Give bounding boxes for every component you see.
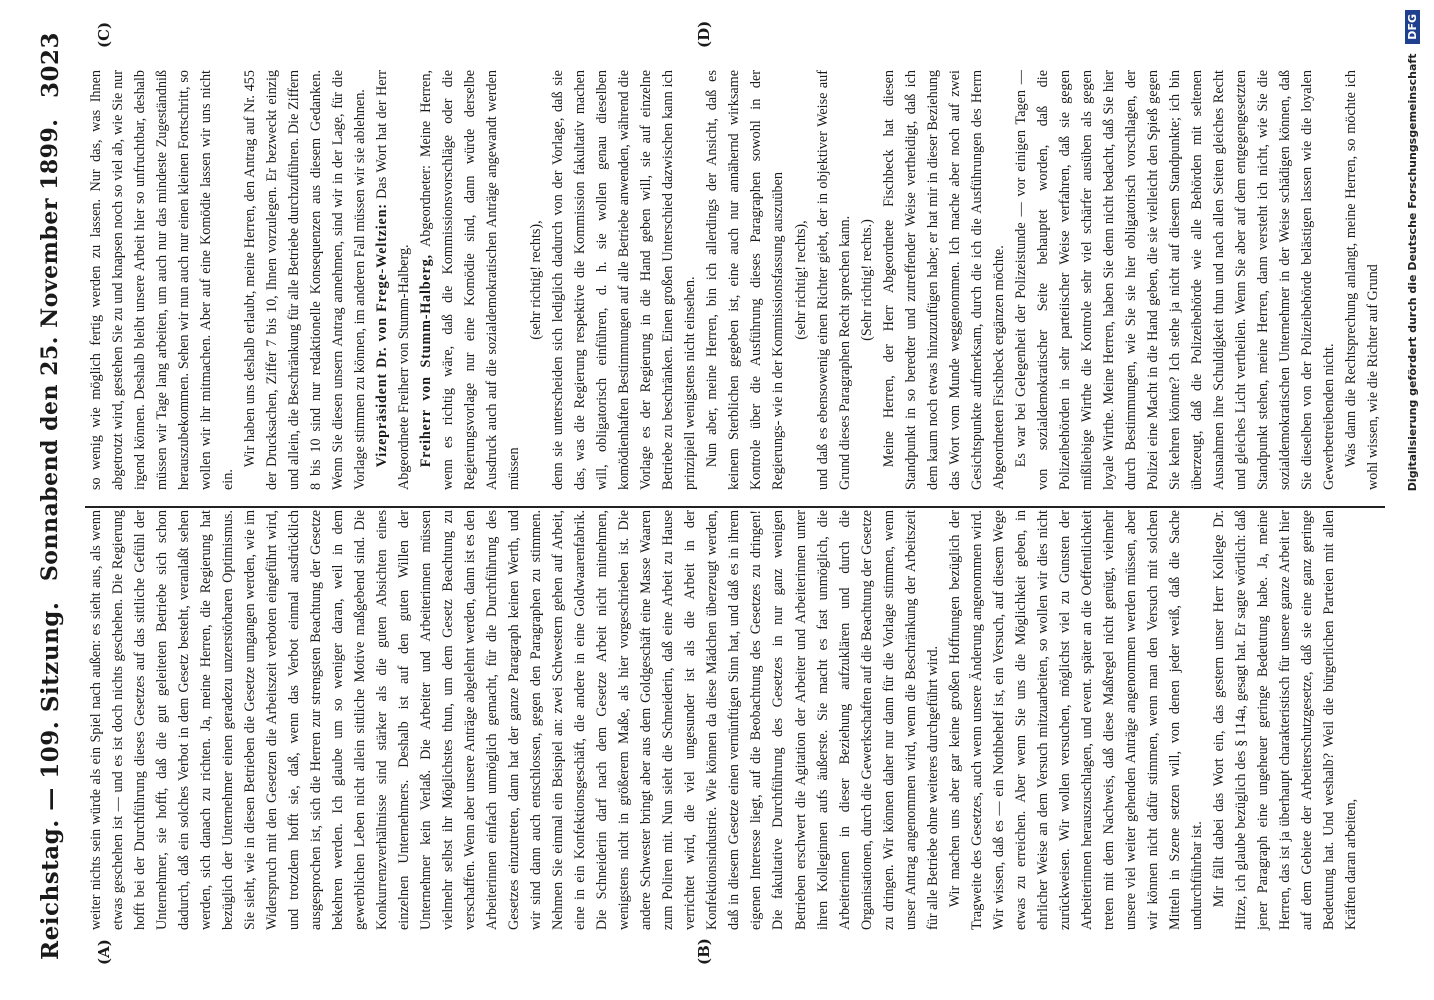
paragraph: Wir haben uns deshalb erlaubt, meine Herren, den Antrag auf Nr. 455 der Drucksachen, Ziffer 7 bis 10, Ihnen vorzulegen. Er bezweckt einzig und allein, die Beschränkung für alle Betriebe durchzuführen. Die Ziffern 8 bis 10 sind nur redaktionelle Konsequenzen aus diesem Gedanken. Wenn Sie diesen unsern Antrag annehmen, sind wir in der Lage, für die Vorlage stimmen zu können, im anderen Fall müssen wir sie ablehnen.	[242, 70, 369, 490]
paragraph: denn sie unterscheiden sich lediglich dadurch von der Vorlage, daß sie das, was die Regierung respektive die Kommission fakultativ machen will, obligatorisch einführen, d. h. sie wollen genau dieselben komödienhaften Bestimmungen auf alle Betriebe anwenden, während die Vorlage es der Regierung in die Hand geben will, sie auf einzelne Betriebe zu beschränken. Einen großen Unterschied dazwischen kann ich prinzipiell wenigstens nicht einsehen.	[550, 70, 699, 490]
margin-marker-c: (C)	[95, 21, 113, 48]
paragraph: Nun aber, meine Herren, bin ich allerdings der Ansicht, daß es keinem Sterblichen gegeben ist, eine auch nur annähernd wirksame Kontrole über die Ausführung dieses Paragraphen sowohl in der Regierungs- wie in der Kommissionsfassung auszuüben	[704, 70, 787, 490]
paragraph: Es war bei Gelegenheit der Polizeistunde — vor einigen Tagen — von sozialdemokratischer Seite behauptet worden, daß die Polizeibehörden in sehr parteiischer Weise verfahren, daß sie gegen mißliebige Wirthe die Kontrole sehr viel schärfer ausüben als gegen loyale Wirthe. Meine Herren, haben Sie denn nicht bedacht, daß Sie hier durch Bestimmungen, wie Sie sie hier obligatorisch vorschlagen, der Polizei eine Macht in die Hand geben, die sie vielleicht den Spieß gegen Sie kehren könnte? Ich stehe ja nicht auf diesem Standpunkte; ich bin überzeugt, daß die Polizeibehörde wie alle Behörden mit seltenen Ausnahmen ihre Schuldigkeit thun und nach allen Seiten gleiches Recht und gleiches Licht vertheilen. Wenn Sie aber auf dem entgegengesetzten Standpunkt stehen, meine Herren, dann versteht ich nicht, wie Sie die sozialdemokratischen Unternehmer in der Weise schädigen können, daß Sie dieselben von der Polizeibehörde belästigen lassen wie die loyalen Gewerbetreibenden nicht.	[1012, 70, 1337, 490]
margin-marker-d: (D)	[695, 20, 713, 48]
credit-text: Digitalisierung gefördert durch die Deutsche Forschungsgemeinschaft	[1406, 53, 1419, 492]
margin-marker-a: (A)	[95, 939, 113, 965]
paragraph: weiter nichts sein würde als ein Spiel nach außen: es sieht aus, als wenn etwas geschehen ist — und es ist doch nichts geschehen. Die Regierung hofft bei der Durchführung dieses Gesetzes auf das sittliche Gefühl der Unternehmer, sie hofft, daß die gut geleiteten Betriebe sich schon dadurch, daß ein solches Verbot in dem Gesetz besteht, veranlaßt sehen werden, sich danach zu richten. Ja, meine Herren, die Regierung hat bezüglich der Unternehmer einen geradezu unzerstörbaren Optimismus. Sie sieht, wie in diesen Betrieben die Gesetze umgangen werden, wie im Widerspruch mit den Gesetzen die Arbeitszeit verboten eingeführt wird, und trotzdem hofft sie, daß, wenn das Verbot einmal ausdrücklich ausgesprochen ist, sich die Herren zur strengsten Beachtung der Gesetze bekehren werden. Ich glaube um so weniger daran, weil in dem gewerblichen Leben nicht allein sittliche Motive maßgebend sind. Die Konkurrenzverhältnisse sind stärker als die guten Absichten eines einzelnen Unternehmers. Deshalb ist auf den guten Willen der Unternehmer kein Verlaß. Die Arbeiter und Arbeiterinnen müssen vielmehr selbst ihr Möglichstes thun, um dem Gesetz Beachtung zu verschaffen. Wenn aber unsere Anträge abgelehnt werden, dann ist es den Arbeiterinnen einfach unmöglich gemacht, für die Durchführung des Gesetzes einzutreten, dann hat der ganze Paragraph keinen Werth, und wir sind dann auch entschlossen, gegen den Paragraphen zu stimmen. Nehmen Sie einmal ein Beispiel an: zwei Schwestern gehen auf Arbeit, eine in ein Konfektionsgeschäft, die andere in eine Goldwaarenfabrik. Die Schneiderin darf nach dem Gesetze Arbeit nicht mitnehmen, wenigstens nicht in größerem Maße, als hier vorgeschrieben ist. Die andere Schwester bringt aber aus dem Goldgeschäft eine Masse Waaren zum Poliren mit. Nun sieht die Schneiderin, daß eine Arbeit zu Hause verrichtet wird, die viel ungesunder ist als die Arbeit in der Konfektionsindustrie. Wie können da diese Mädchen überzeugt werden, daß in diesem Gesetze einen vernünftigen Sinn hat, und daß es in ihrem eigenen Interesse liegt, auf die Beobachtung des Gesetzes zu dringen! Die fakultative Durchführung des Gesetzes in nur ganz wenigen Betrieben erschwert die Agitation der Arbeiter und Arbeiterinnen unter ihren Kolleginnen aufs äußerste. Sie macht es fast unmöglich, die Arbeiterinnen in dieser Beziehung aufzuklären und durch die Organisationen, durch die Gewerkschaften auf die Beachtung der Gesetze zu dringen. Wir können daher nur dann für die Vorlage stimmen, wenn unser Antrag angenommen wird, wenn die Beschränkung der Arbeitszeit für alle Betriebe ohne weiteres durchgeführt wird.	[88, 510, 941, 930]
digitization-credit	[1405, 10, 1420, 1000]
interjection: (sehr richtig! rechts),	[528, 220, 545, 340]
column-divider	[85, 506, 1385, 508]
speaker-label: Vizepräsident Dr. von Frege-Weltzien:	[374, 203, 391, 468]
speaker-paragraph	[415, 70, 525, 490]
right-column	[85, 70, 1384, 490]
paragraph: und daß es ebensowenig einen Richter giebt, der in objektiver Weise auf Grund dieses Paragraphen Recht sprechen kann.	[814, 70, 853, 490]
speaker-text: Abgeordneter: Meine Herren, wenn es richtig wäre, daß die Kommissionsvorschläge oder die Regierungsvorlage nur eine Komödie sind, dann würde derselbe Ausdruck auch auf die sozialdemokratischen Anträge angewandt werden müssen	[418, 69, 523, 490]
interjection: (Sehr richtig! rechts.)	[858, 219, 875, 341]
speaker-label: Freiherr von Stumm-Halberg,	[418, 254, 435, 468]
left-column	[85, 510, 1362, 930]
paragraph: so wenig wie möglich fertig werden zu lassen. Nur das, was Ihnen abgetrotzt wird, gestehen Sie zu und knapsen noch so viel ab, wie Sie nur irgend können. Deshalb bleibt unsere Arbeit hier so unfruchtbar, deshalb müssen wir Tage lang arbeiten, um auch nur das mindeste Zugeständniß herauszubekommen. Sehen wir nun auch nur einen kleinen Fortschritt, so wollen wir ihr mitmachen. Aber auf eine Komödie lassen wir uns nicht ein.	[88, 70, 237, 490]
paragraph: Was dann die Rechtsprechung anlangt, meine Herren, so möchte ich wohl wissen, wie die Richter auf Grund	[1342, 70, 1381, 490]
header-session: Reichstag. — 109. Sitzung.	[36, 601, 64, 960]
paragraph: Mir fällt dabei das Wort ein, das gestern unser Herr Kollege Dr. Hitze, ich glaube bezüglich des § 114a, gesagt hat. Er sagte wörtlich: daß jener Paragraph eine ungeheuer geringe Bedeutung habe. Ja, meine Herren, das ist ja überhaupt charakteristisch für unsere ganze Arbeit hier auf dem Gebiete der Arbeiterschutzgesetze, daß sie eine ganz geringe Bedeutung hat. Und weshalb? Weil die bürgerlichen Parteien mit allen Kräften daran arbeiten,	[1210, 510, 1359, 930]
speaker-paragraph	[371, 70, 415, 490]
speaker-text: Das Wort hat der Herr Abgeordnete Freiherr von Stumm-Halberg.	[374, 69, 413, 490]
margin-marker-b: (B)	[695, 938, 713, 965]
header-date: Sonnabend den 25. November 1899.	[37, 118, 63, 582]
running-header	[30, 32, 70, 960]
page-number: 3023	[36, 32, 64, 99]
interjection: (sehr richtig! rechts),	[792, 220, 809, 340]
dfg-logo: DFG	[1405, 10, 1420, 44]
paragraph: Wir machen uns aber gar keine großen Hoffnungen bezüglich der Tragweite des Gesetzes, auch wenn unsere Änderung angenommen wird. Wir wissen, daß es — ein Nothbehelf ist, ein Versuch, auf diesem Wege etwas zu erreichen. Aber wenn Sie uns die Möglichkeit geben, in ehrlicher Weise an dem Versuch mitzuarbeiten, so wollen wir dies nicht zurückweisen. Wir wollen versuchen, möglichst viel zu Gunsten der Arbeiterinnen herauszuschlagen, und event. später an die Oeffentlichkeit treten mit dem Nachweis, daß diese Maßregel nicht genügt, vielmehr unsere viel weiter gehenden Anträge angenommen werden müssen, aber wir können nicht dafür stimmen, wenn man den Versuch mit solchen Mitteln in Szene setzen will, von denen jeder weiß, daß die Sache undurchführbar ist.	[946, 510, 1205, 930]
paragraph: Meine Herren, der Herr Abgeordnete Fischbeck hat diesen Standpunkt in so beredter und zutreffender Weise vertheidigt, daß ich dem kaum noch etwas hinzuzufügen habe; er hat mir in dieser Beziehung das Wort vom Munde weggenommen. Ich mache aber noch auf zwei Gesichtspunkte aufmerksam, durch die ich die Ausführungen des Herrn Abgeordneten Fischbeck ergänzen möchte.	[880, 70, 1007, 490]
